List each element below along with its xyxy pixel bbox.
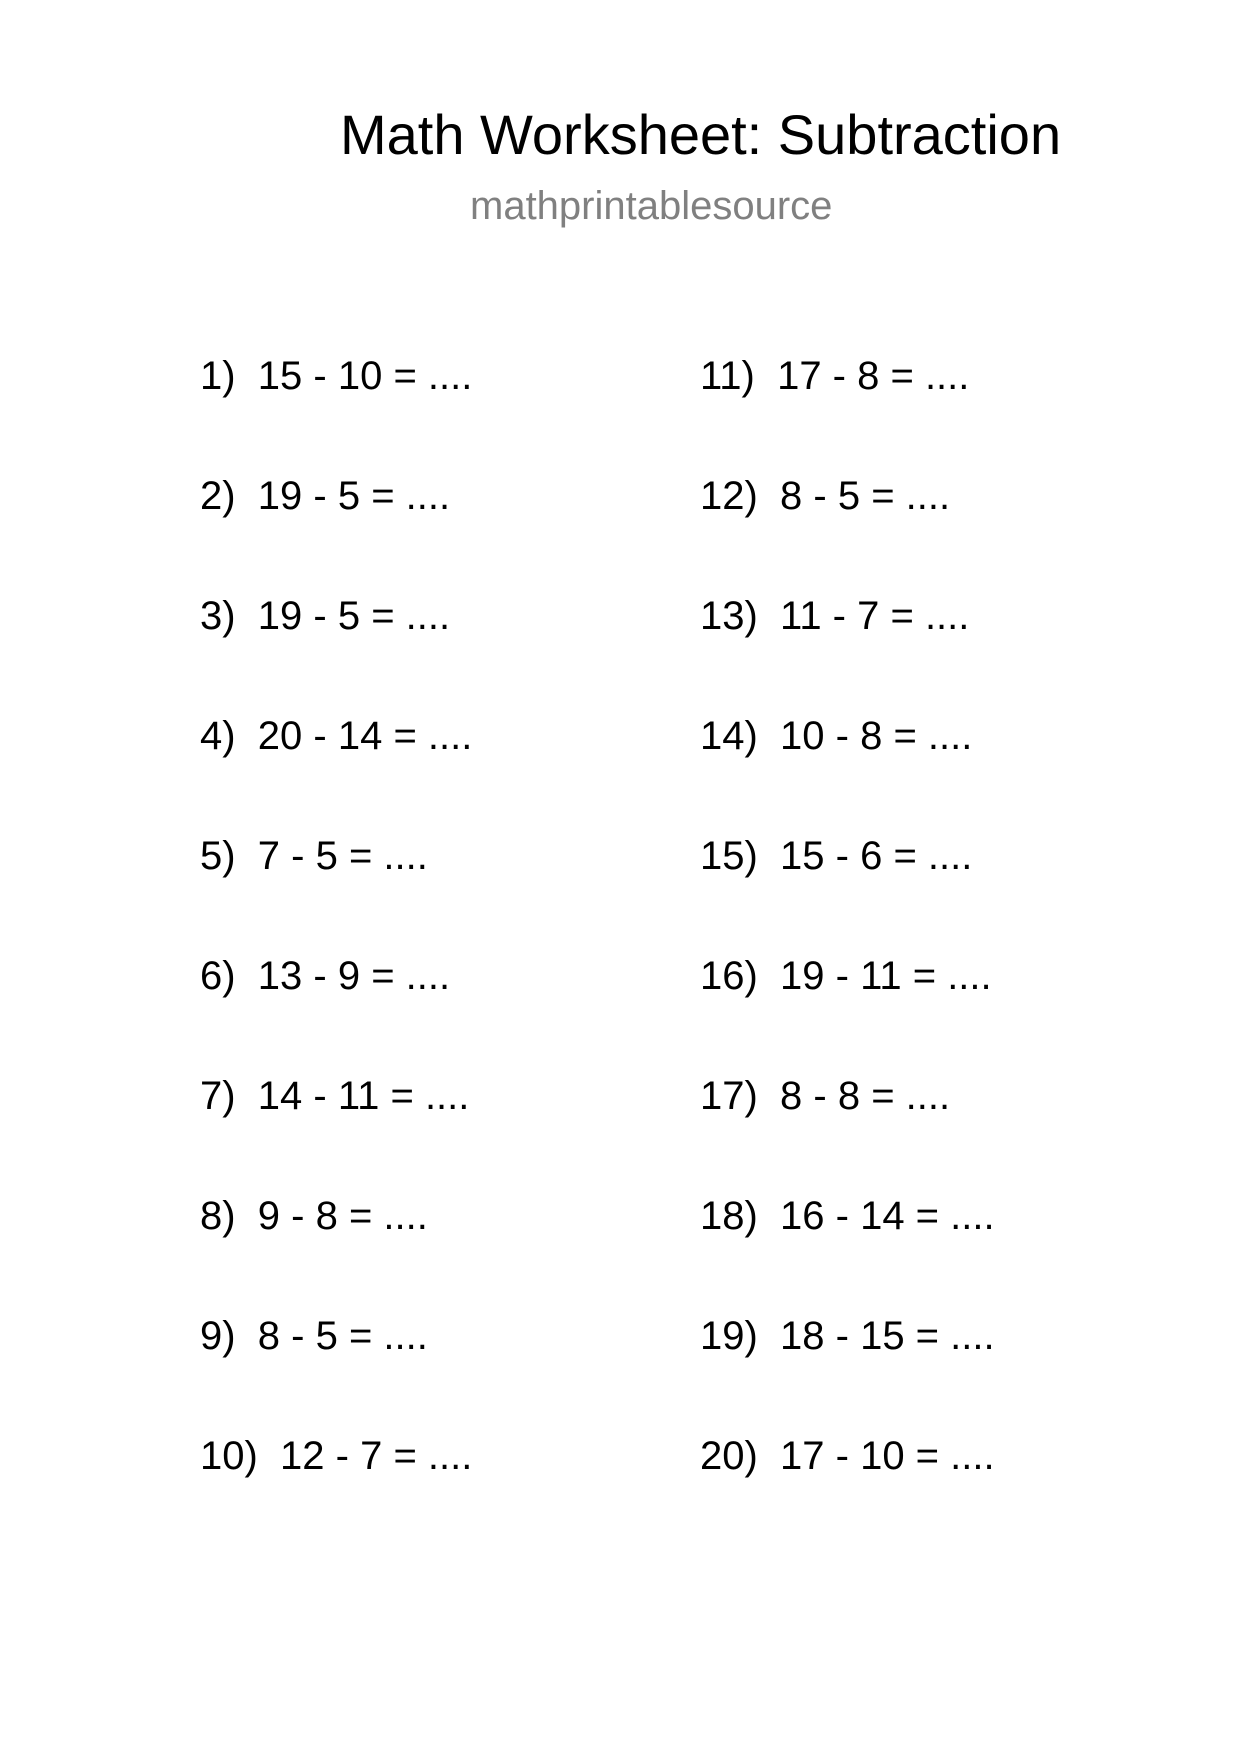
problem-item: 9) 8 - 5 = ....	[200, 1314, 428, 1358]
problems-column-right	[700, 346, 1160, 1546]
page-subtitle: mathprintablesource	[470, 184, 833, 228]
problem-item: 1) 15 - 10 = ....	[200, 354, 473, 398]
problem-item: 6) 13 - 9 = ....	[200, 954, 451, 998]
problem-item: 5) 7 - 5 = ....	[200, 834, 428, 878]
problem-item: 17) 8 - 8 = ....	[700, 1074, 951, 1118]
problem-item: 15) 15 - 6 = ....	[700, 834, 973, 878]
page-title: Math Worksheet: Subtraction	[340, 103, 1062, 166]
problem-item: 14) 10 - 8 = ....	[700, 714, 973, 758]
problem-item: 2) 19 - 5 = ....	[200, 474, 451, 518]
problems-column-left	[200, 346, 660, 1546]
problem-item: 12) 8 - 5 = ....	[700, 474, 951, 518]
problem-item: 20) 17 - 10 = ....	[700, 1434, 995, 1478]
problem-item: 16) 19 - 11 = ....	[700, 954, 992, 998]
problem-item: 11) 17 - 8 = ....	[700, 354, 970, 398]
problem-item: 13) 11 - 7 = ....	[700, 594, 970, 638]
problem-item: 4) 20 - 14 = ....	[200, 714, 473, 758]
problem-item: 3) 19 - 5 = ....	[200, 594, 451, 638]
problem-item: 10) 12 - 7 = ....	[200, 1434, 473, 1478]
problem-item: 8) 9 - 8 = ....	[200, 1194, 428, 1238]
problem-item: 19) 18 - 15 = ....	[700, 1314, 995, 1358]
problem-item: 7) 14 - 11 = ....	[200, 1074, 470, 1118]
problem-item: 18) 16 - 14 = ....	[700, 1194, 995, 1238]
